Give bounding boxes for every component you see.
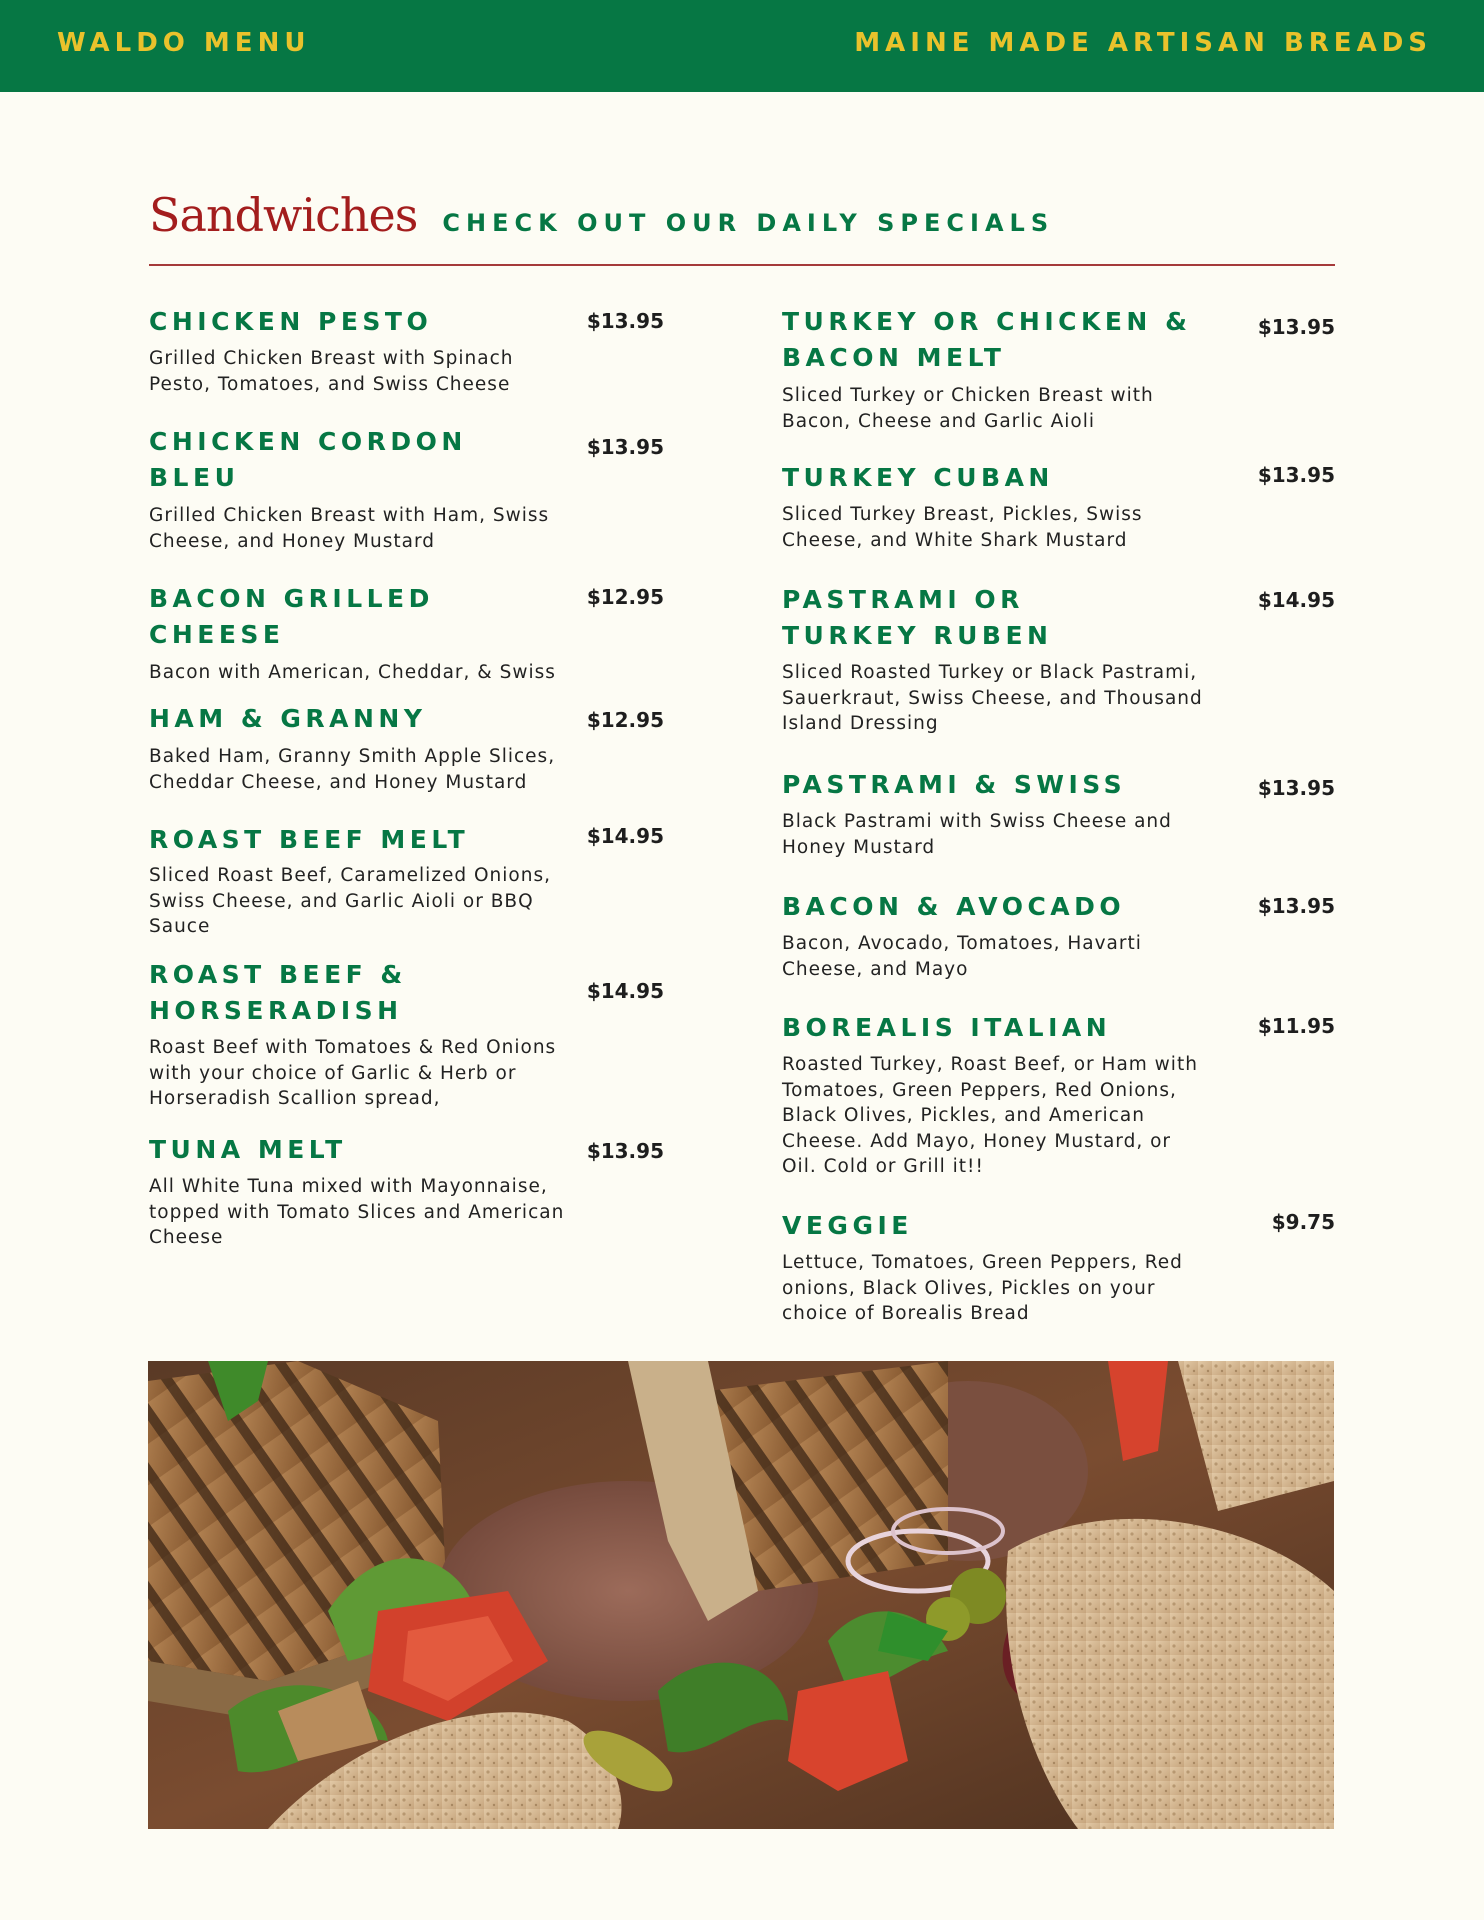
menu-item-price: $14.95: [1257, 588, 1335, 612]
menu-title: WALDO MENU: [57, 28, 311, 58]
menu-item-name: ROAST BEEF & HORSERADISH: [149, 960, 407, 1025]
section-heading: [149, 188, 1054, 242]
menu-item-price: $13.95: [1257, 315, 1335, 339]
menu-item-name: TURKEY CUBAN: [782, 463, 1054, 492]
header-bar: [0, 0, 1484, 92]
bakery-tagline: MAINE MADE ARTISAN BREADS: [854, 28, 1432, 58]
menu-item-description: Lettuce, Tomatoes, Green Peppers, Red onions, Black Olives, Pickles on your choice of Borealis Bread: [782, 1252, 1183, 1324]
menu-item-price: $13.95: [586, 309, 664, 333]
menu-item-name: BACON & AVOCADO: [782, 892, 1126, 921]
menu-item-name: TUNA MELT: [149, 1135, 347, 1164]
menu-item-name: BACON GRILLED CHEESE: [149, 584, 434, 649]
menu-item-price: $13.95: [586, 1139, 664, 1163]
menu-item-price: $13.95: [1257, 463, 1335, 487]
menu-item-price: $14.95: [586, 979, 664, 1003]
menu-item-price: $14.95: [586, 824, 664, 848]
menu-item-description: Grilled Chicken Breast with Spinach Pesto, Tomatoes, and Swiss Cheese: [149, 348, 514, 395]
menu-item-description: Sliced Roasted Turkey or Black Pastrami, Sauerkraut, Swiss Cheese, and Thousand Island Dressing: [782, 662, 1203, 734]
section-subtitle: CHECK OUT OUR DAILY SPECIALS: [442, 209, 1055, 237]
menu-item-description: Bacon with American, Cheddar, & Swiss: [149, 662, 556, 683]
menu-item-price: $9.75: [1271, 1210, 1335, 1234]
menu-item-price: $12.95: [586, 708, 664, 732]
menu-item-description: Grilled Chicken Breast with Ham, Swiss Cheese, and Honey Mustard: [149, 505, 550, 552]
section-divider: [149, 264, 1335, 266]
section-title: Sandwiches: [149, 188, 418, 242]
menu-item-name: ROAST BEEF MELT: [149, 825, 470, 854]
menu-item-description: Black Pastrami with Swiss Cheese and Honey Mustard: [782, 811, 1172, 858]
menu-item-price: $11.95: [1257, 1014, 1335, 1038]
menu-item-description: Sliced Turkey or Chicken Breast with Bacon, Cheese and Garlic Aioli: [782, 385, 1154, 432]
menu-item-description: Sliced Turkey Breast, Pickles, Swiss Cheese, and White Shark Mustard: [782, 504, 1143, 551]
menu-item-description: Baked Ham, Granny Smith Apple Slices, Cheddar Cheese, and Honey Mustard: [149, 746, 556, 793]
menu-item-name: TURKEY OR CHICKEN & BACON MELT: [782, 307, 1192, 372]
menu-item-name: CHICKEN CORDON BLEU: [149, 427, 467, 492]
menu-item-price: $13.95: [1257, 776, 1335, 800]
menu-item-name: CHICKEN PESTO: [149, 307, 433, 336]
menu-item-name: BOREALIS ITALIAN: [782, 1013, 1112, 1042]
menu-item-name: HAM & GRANNY: [149, 704, 427, 733]
menu-item-price: $13.95: [586, 435, 664, 459]
menu-item-name: PASTRAMI OR TURKEY RUBEN: [782, 585, 1053, 650]
menu-item-price: $13.95: [1257, 894, 1335, 918]
menu-item-price: $12.95: [586, 585, 664, 609]
menu-item-description: Bacon, Avocado, Tomatoes, Havarti Cheese, and Mayo: [782, 933, 1142, 980]
menu-item-name: VEGGIE: [782, 1211, 913, 1240]
menu-item-description: Roast Beef with Tomatoes & Red Onions with your choice of Garlic & Herb or Horseradish Scallion spread,: [149, 1037, 557, 1109]
menu-item-description: Roasted Turkey, Roast Beef, or Ham with Tomatoes, Green Peppers, Red Onions, Black Olives, Pickles, and American Cheese. Add Mayo, Honey Mustard, or Oil. Cold or Grill it!!: [782, 1054, 1198, 1177]
menu-item-description: Sliced Roast Beef, Caramelized Onions, Swiss Cheese, and Garlic Aioli or BBQ Sauce: [149, 865, 551, 937]
sandwich-photo: [148, 1361, 1334, 1829]
menu-item-name: PASTRAMI & SWISS: [782, 770, 1127, 799]
menu-item-description: All White Tuna mixed with Mayonnaise, topped with Tomato Slices and American Cheese: [149, 1176, 565, 1248]
